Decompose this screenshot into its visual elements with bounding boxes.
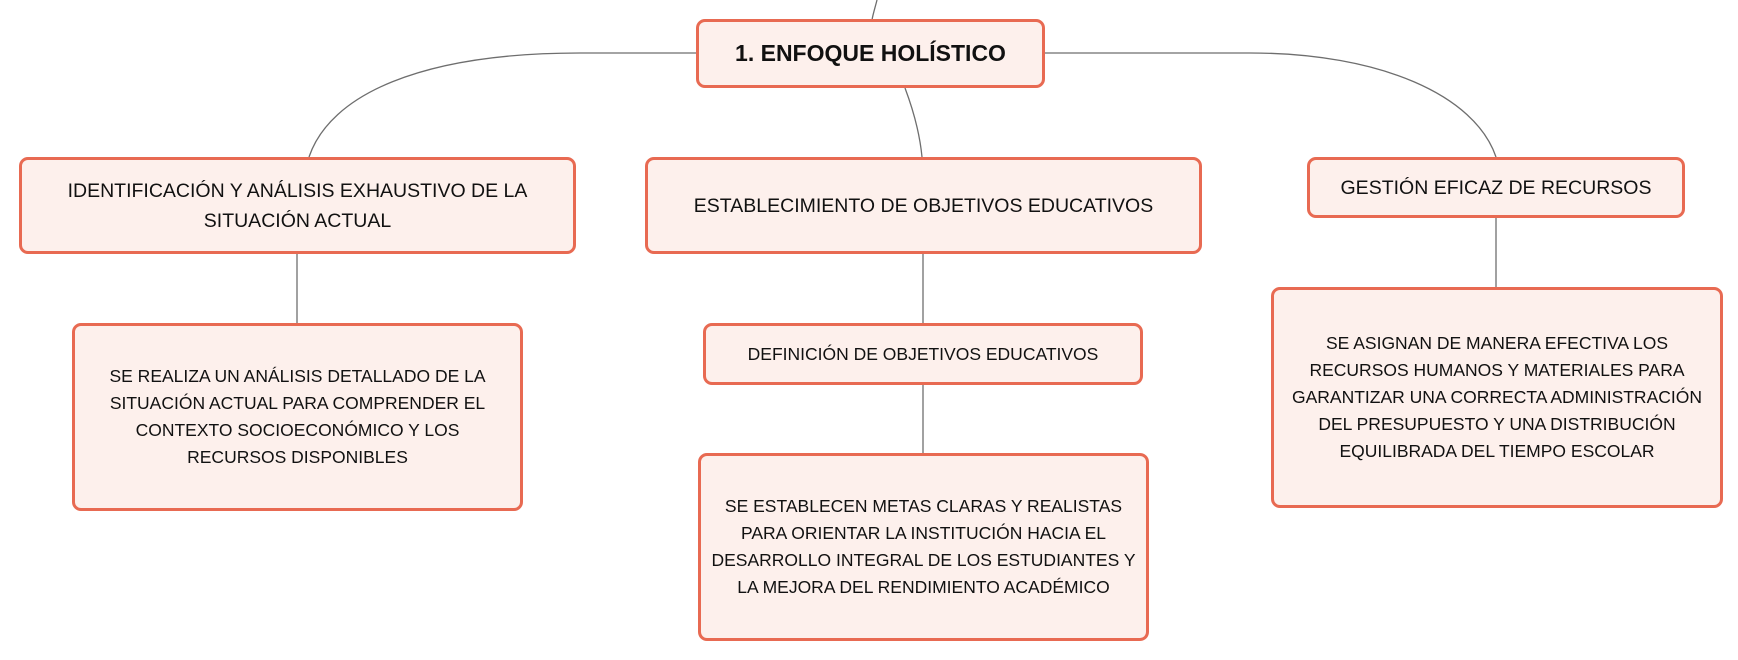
detail-node-situacion[interactable]: [72, 323, 523, 511]
branch-title-objetivos: ESTABLECIMIENTO DE OBJETIVOS EDUCATIVOS: [693, 194, 1154, 217]
detail-text-objetivos: SE ESTABLECEN METAS CLARAS Y REALISTAS PARA ORIENTAR LA INSTITUCIÓN HACIA EL DESARROLLO INTEGRAL DE LOS ESTUDIANTES Y LA MEJORA DEL RENDIMIENTO ACADÉMICO: [711, 496, 1136, 597]
root-title: 1. ENFOQUE HOLÍSTICO: [735, 40, 1006, 66]
connector-root-to-branch-2: [905, 88, 922, 157]
connector-root-to-branch-3: [1045, 53, 1496, 157]
detail-node-objetivos[interactable]: [698, 453, 1149, 641]
detail-text-situacion: SE REALIZA UN ANÁLISIS DETALLADO DE LA SITUACIÓN ACTUAL PARA COMPRENDER EL CONTEXTO SOCIOECONÓMICO Y LOS RECURSOS DISPONIBLES: [109, 366, 486, 467]
branch-title-recursos: GESTIÓN EFICAZ DE RECURSOS: [1340, 176, 1652, 199]
subtitle-node-objetivos[interactable]: [703, 323, 1143, 385]
branch-node-situacion[interactable]: [19, 157, 576, 254]
branch-node-recursos[interactable]: [1307, 157, 1685, 218]
connector-root-to-branch-1: [309, 53, 696, 157]
root-node[interactable]: [696, 19, 1045, 88]
connector-parent-to-root: [872, 0, 877, 20]
branch-node-objetivos[interactable]: [645, 157, 1202, 254]
detail-text-recursos: SE ASIGNAN DE MANERA EFECTIVA LOS RECURSOS HUMANOS Y MATERIALES PARA GARANTIZAR UNA CORRECTA ADMINISTRACIÓN DEL PRESUPUESTO Y UNA DISTRIBUCIÓN EQUILIBRADA DEL TIEMPO ESCOLAR: [1292, 333, 1702, 461]
branch-title-situacion: IDENTIFICACIÓN Y ANÁLISIS EXHAUSTIVO DE LA SITUACIÓN ACTUAL: [67, 179, 528, 232]
detail-node-recursos[interactable]: [1271, 287, 1723, 508]
subtitle-text-objetivos: DEFINICIÓN DE OBJETIVOS EDUCATIVOS: [747, 343, 1099, 364]
